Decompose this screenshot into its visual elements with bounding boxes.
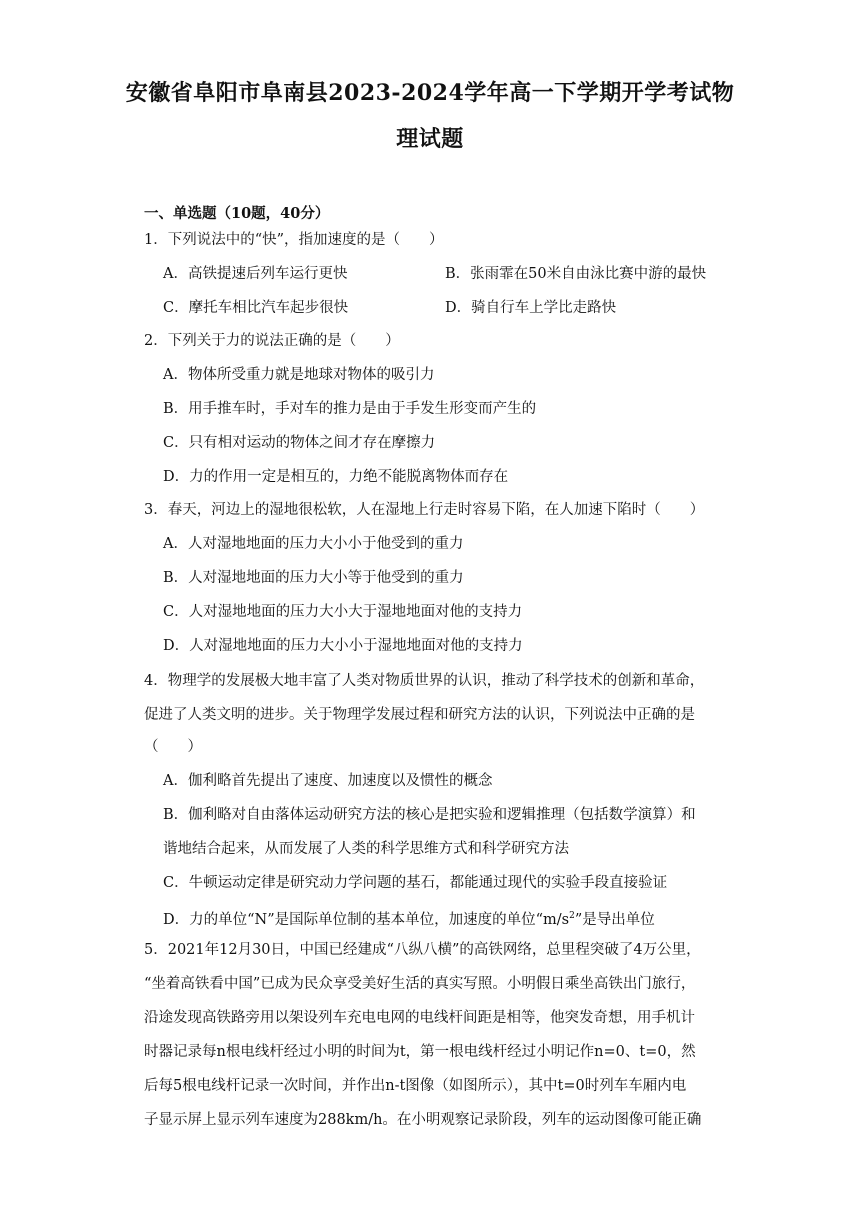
question-4-option-d-text-end: ”是导出单位: [574, 911, 655, 928]
question-4-stem-line-3: （ ）: [144, 739, 202, 755]
question-4-stem-line-2: 促进了人类文明的进步。关于物理学发展过程和研究方法的认识，下列说法中正确的是: [144, 707, 695, 723]
question-4-option-b-line-1: B．伽利略对自由落体运动研究方法的核心是把实验和逻辑推理（包括数学演算）和: [163, 807, 696, 823]
question-3-option-b: B．人对湿地地面的压力大小等于他受到的重力: [163, 570, 464, 586]
question-3-option-a: A．人对湿地地面的压力大小小于他受到的重力: [163, 536, 464, 552]
question-1-stem: 1．下列说法中的“快”，指加速度的是（ ）: [144, 232, 444, 248]
question-1-option-b: B．张雨霏在50米自由泳比赛中游的最快: [445, 266, 707, 282]
superscript-2: 2: [569, 911, 575, 921]
question-1-option-c: C．摩托车相比汽车起步很快: [163, 300, 349, 316]
question-5-line-2: “坐着高铁看中国”已成为民众享受美好生活的真实写照。小明假日乘坐高铁出门旅行，: [144, 976, 696, 992]
question-2-option-d: D．力的作用一定是相互的，力绝不能脱离物体而存在: [163, 469, 509, 485]
question-5-line-1: 5．2021年12月30日，中国已经建成“八纵八横”的高铁网络，总里程突破了4万公里，: [144, 942, 701, 958]
question-5-line-6: 子显示屏上显示列车速度为288km/h。在小明观察记录阶段，列车的运动图像可能正确: [144, 1112, 702, 1128]
question-4-option-d: [163, 906, 655, 930]
question-2-option-b: B．用手推车时，手对车的推力是由于手发生形变而产生的: [163, 401, 537, 417]
question-4-option-c: C．牛顿运动定律是研究动力学问题的基石，都能通过现代的实验手段直接验证: [163, 875, 668, 891]
question-2-option-c: C．只有相对运动的物体之间才存在摩擦力: [163, 435, 436, 451]
question-3-option-c: C．人对湿地地面的压力大小大于湿地地面对他的支持力: [163, 604, 523, 620]
question-4-option-a: A．伽利略首先提出了速度、加速度以及惯性的概念: [163, 773, 493, 789]
question-1-option-a: A．高铁提速后列车运行更快: [163, 266, 348, 282]
title-line-2: 理试题: [396, 126, 464, 152]
question-1-option-d: D．骑自行车上学比走路快: [445, 300, 617, 316]
question-2-stem: 2．下列关于力的说法正确的是（ ）: [144, 333, 400, 349]
question-5-line-3: 沿途发现高铁路旁用以架设列车充电电网的电线杆间距是相等，他突发奇想，用手机计: [144, 1010, 695, 1026]
question-2-option-a: A．物体所受重力就是地球对物体的吸引力: [163, 367, 435, 383]
section-heading: 一、单选题（10题，40分）: [144, 205, 330, 222]
question-4-option-d-text: D．力的单位“N”是国际单位制的基本单位，加速度的单位“m/s: [163, 911, 570, 928]
document-title: [120, 70, 740, 162]
question-5-line-5: 后每5根电线杆记录一次时间，并作出n-t图像（如图所示），其中t=0时列车车厢内电: [144, 1078, 687, 1094]
question-5-line-4: 时器记录每n根电线杆经过小明的时间为t，第一根电线杆经过小明记作n=0、t=0，然: [144, 1044, 696, 1060]
question-3-stem: 3．春天，河边上的湿地很松软，人在湿地上行走时容易下陷，在人加速下陷时（ ）: [144, 502, 705, 518]
title-line-1: 安徽省阜阳市阜南县2023-2024学年高一下学期开学考试物: [125, 80, 735, 106]
question-4-option-b-line-2: 谐地结合起来，从而发展了人类的科学思维方式和科学研究方法: [163, 841, 569, 857]
question-3-option-d: D．人对湿地地面的压力大小小于湿地地面对他的支持力: [163, 638, 523, 654]
question-4-stem-line-1: 4．物理学的发展极大地丰富了人类对物质世界的认识，推动了科学技术的创新和革命，: [144, 673, 705, 689]
